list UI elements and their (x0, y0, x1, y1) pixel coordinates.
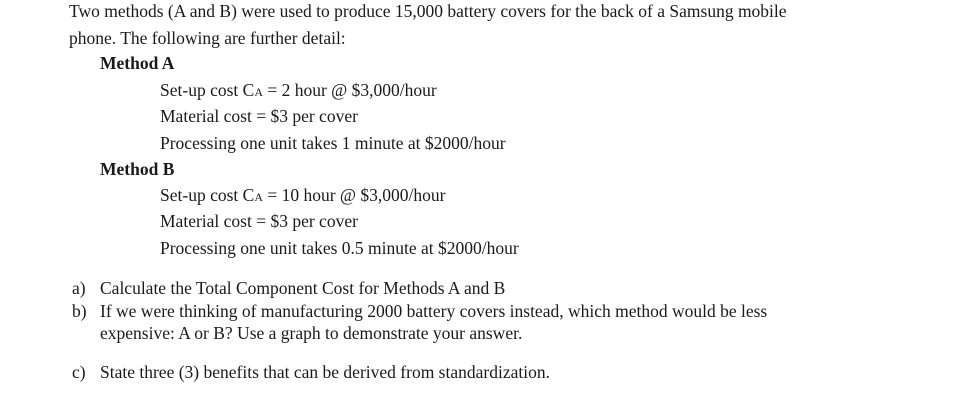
method-b-heading: Method B (100, 159, 175, 179)
question-b-marker: b) (72, 301, 87, 321)
method-b-setup-cost (160, 184, 446, 208)
method-a-material-cost: Material cost = $3 per cover (160, 106, 358, 126)
method-b-setup-subscript: A (254, 190, 263, 204)
question-c-marker: c) (72, 362, 86, 382)
method-a-setup-prefix: Set-up cost C (160, 80, 255, 100)
question-a-marker: a) (72, 278, 86, 298)
method-a-setup-cost (160, 79, 437, 103)
method-a-processing: Processing one unit takes 1 minute at $2000/hour (160, 133, 506, 153)
method-b-setup-prefix: Set-up cost C (160, 185, 255, 205)
intro-line-2: phone. The following are further detail: (69, 28, 346, 48)
method-b-material-cost: Material cost = $3 per cover (160, 211, 358, 231)
method-a-setup-suffix: = 2 hour @ $3,000/hour (262, 80, 437, 100)
method-b-setup-suffix: = 10 hour @ $3,000/hour (262, 185, 446, 205)
question-b-text-line-1: If we were thinking of manufacturing 2000 battery covers instead, which method would be less (100, 301, 768, 321)
question-b-text-line-2: expensive: A or B? Use a graph to demonstrate your answer. (100, 323, 523, 343)
question-a-text: Calculate the Total Component Cost for Methods A and B (100, 278, 506, 298)
method-a-setup-subscript: A (254, 85, 263, 99)
method-a-heading: Method A (100, 53, 175, 73)
method-b-processing: Processing one unit takes 0.5 minute at $2000/hour (160, 238, 519, 258)
question-c-text: State three (3) benefits that can be derived from standardization. (100, 362, 550, 382)
intro-line-1: Two methods (A and B) were used to produce 15,000 battery covers for the back of a Samsung mobile (69, 1, 787, 21)
